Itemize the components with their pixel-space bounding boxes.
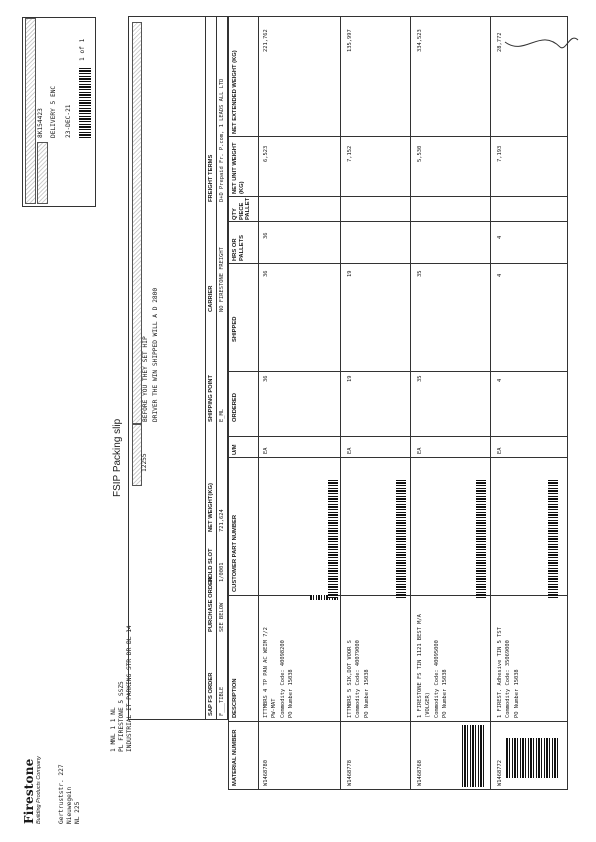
- desc-line: ITTMBRS 4 TP PAN AC WEIM 7/2: [263, 627, 269, 718]
- row-um: EA: [347, 447, 353, 454]
- company-logo: Firestone: [22, 758, 36, 824]
- row-side-barcode: [506, 738, 558, 778]
- document-title: FSIP Packing slip: [112, 418, 123, 497]
- col-line-3: [228, 457, 568, 458]
- ship-to-line-2: PL FIRESTONE 5 SSZ5: [118, 681, 125, 752]
- col-ordered: ORDERED: [232, 393, 238, 422]
- desc-line: PO Number 15038: [288, 669, 295, 718]
- col-line-6: [228, 263, 568, 264]
- row-shipped: 36: [263, 270, 269, 277]
- ship-to-line-3: INDUSTRIAL IT PARKING STR DR BL 14: [126, 625, 133, 752]
- page-number: 1 of 1: [79, 38, 86, 61]
- row-material: W1468768: [417, 760, 423, 786]
- doc-label-hatch: [37, 142, 48, 204]
- desc-line: PW-MAT: [271, 698, 278, 718]
- address-line-1: Gertruststr. 227: [58, 764, 65, 824]
- desc-line: Commodity Code: 40079000: [355, 640, 362, 718]
- shipping-point-label: SHIPPING POINT: [208, 374, 214, 422]
- document-number: 8K154423: [37, 108, 44, 138]
- desc-line: Commodity Code: 40095000: [433, 640, 440, 718]
- desc-line: ITTMBRS 5 SIK,DOT VOOR S: [347, 640, 353, 718]
- row-pallets: 36: [263, 232, 269, 239]
- col-line-4: [228, 436, 568, 437]
- ship-from-value: DRIVER THE WIN SHIPPED WILL A D 2800: [152, 287, 159, 422]
- row-unit-weight: 7,152: [347, 145, 353, 162]
- col-unit-weight: NET UNIT WEIGHT (KG): [232, 142, 245, 194]
- info-divider-top: [205, 16, 206, 720]
- row-description: [346, 598, 371, 718]
- row-ordered: 19: [347, 375, 353, 382]
- row-barcode-strip: [396, 480, 406, 598]
- table-header-divider: [258, 16, 259, 790]
- doc-header-hatch: [25, 18, 36, 204]
- row-um: EA: [417, 447, 423, 454]
- row-unit-weight: 6,523: [263, 145, 269, 162]
- net-weight-label: NET WEIGHT(KG): [208, 483, 214, 532]
- row-ext-weight: 221,762: [263, 29, 269, 52]
- document-number-box: [22, 17, 96, 207]
- sap-order-label: SAP FS ORDER: [208, 672, 214, 716]
- row-ext-weight: 334,523: [417, 29, 423, 52]
- company-tagline: Building Products Company: [36, 756, 42, 824]
- net-weight-value: 721,624: [219, 509, 225, 532]
- order-ref: DELIVERY 5 ENC: [50, 85, 57, 138]
- address-line-3: NL 225: [74, 801, 81, 824]
- row-material: W1468778: [347, 760, 353, 786]
- row-divider-3: [490, 16, 491, 790]
- desc-line: (VOLGER): [425, 692, 432, 718]
- hold-slot-label: HOLD SLOT: [208, 548, 214, 582]
- col-customer-part: CUSTOMER PART NUMBER: [232, 514, 238, 592]
- info-divider-mid: [216, 16, 217, 720]
- col-material: MATERIAL NUMBER: [232, 729, 238, 786]
- row-ext-weight: 135,997: [347, 29, 353, 52]
- carrier-value: NO FIRESTONE FREIGHT: [219, 247, 225, 312]
- row-um: EA: [263, 447, 269, 454]
- col-line-8: [228, 196, 568, 197]
- col-line-9: [228, 136, 568, 137]
- row-shipped: 19: [347, 270, 353, 277]
- purchase-order-label: PURCHASE ORDER: [208, 576, 214, 632]
- desc-line: PO Number 15038: [442, 669, 449, 718]
- row-description: [262, 598, 296, 718]
- desc-line: PO Number 15038: [513, 669, 520, 718]
- desc-line: Commodity Code: 40098200: [279, 640, 286, 718]
- col-description: DESCRIPTION: [232, 678, 238, 718]
- address-line-2: Nieuwegein: [66, 786, 73, 824]
- company-address: [58, 734, 82, 824]
- col-shipped: SHIPPED: [232, 316, 238, 342]
- row-description: [416, 598, 450, 718]
- sap-order-value: F___TIBLE: [219, 686, 225, 716]
- carrier-label: CARRIER: [208, 285, 214, 312]
- row-barcode-strip: [548, 480, 558, 598]
- row-shipped: 4: [497, 273, 503, 277]
- row-ordered: 35: [417, 375, 423, 382]
- document-date: 23-DEC-21: [65, 104, 72, 138]
- row-shipped: 35: [417, 270, 423, 277]
- row-divider-1: [340, 16, 341, 790]
- col-ext-weight: NET EXTENDED WEIGHT (KG): [232, 50, 238, 134]
- purchase-order-value: SEE BELOW: [219, 602, 225, 632]
- col-pallets: HRS OR PALLETS: [232, 235, 245, 261]
- freight-terms-label: FREIGHT TERMS: [208, 154, 214, 202]
- row-side-barcode: [462, 725, 484, 787]
- freight-terms-value: D+D Prepaid Fr. P.com, 1 LEADS ALL LTD: [219, 78, 225, 202]
- row-unit-weight: 7,193: [497, 145, 503, 162]
- ship-to-line-1: 1 MNL 1 1 NL: [110, 707, 117, 752]
- col-qty-piece: QTY PIECE PALLET: [232, 197, 251, 220]
- ship-from-title: BEFORE YOU THEY SET HIP: [142, 336, 149, 422]
- weight-box-value: 12255: [141, 453, 148, 472]
- row-unit-weight: 5,530: [417, 145, 423, 162]
- hold-slot-value: 1/0001: [219, 562, 225, 582]
- row-material: W1468772: [497, 760, 503, 786]
- row-ordered: 36: [263, 375, 269, 382]
- desc-line: PO Number 15038: [363, 669, 370, 718]
- row-material: W1468780: [263, 760, 269, 786]
- col-line-5: [228, 371, 568, 372]
- shipping-point-value: E_ML: [219, 409, 225, 422]
- header-barcode: [79, 68, 91, 138]
- row-barcode-strip: [328, 480, 338, 598]
- desc-line: Commodity Code: 35069000: [505, 640, 512, 718]
- desc-line: 1 FIRESTONE FS TIN 1121 BEST M/A: [417, 614, 423, 718]
- row-description: [496, 598, 521, 718]
- row-pallets: 4: [497, 235, 503, 239]
- row-ordered: 4: [497, 378, 503, 382]
- col-line-1: [228, 721, 568, 722]
- ship-from-hatch: [132, 22, 142, 424]
- row-divider-2: [410, 16, 411, 790]
- col-um: U/M: [232, 444, 238, 455]
- desc-line: 1 FIREST. Adhesive TIN 5 TST: [497, 627, 503, 718]
- row-ext-weight: 28,772: [497, 32, 503, 52]
- row-um: EA: [497, 447, 503, 454]
- row-barcode-strip: [476, 480, 486, 598]
- col-line-7: [228, 221, 568, 222]
